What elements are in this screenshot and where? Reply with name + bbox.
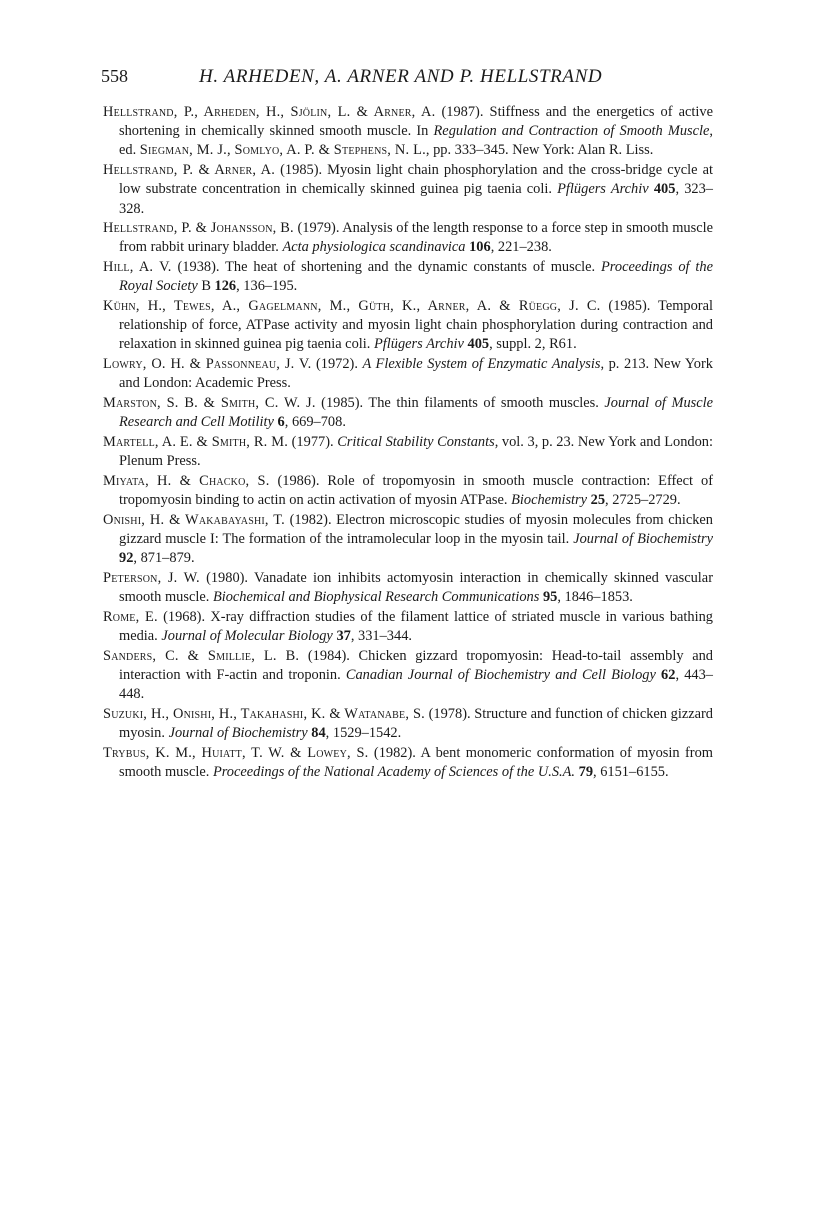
reference-title: (1982). Electron microscopic studies of myosin molecules from chicken gizzard muscle I: The formation of the intramolecular loop in the myosin tail. — [119, 511, 713, 547]
reference-pages: , 2725–2729. — [605, 492, 681, 509]
reference-entry — [103, 219, 713, 257]
reference-entry — [103, 258, 713, 296]
reference-title: (1978). Structure and function of chicken gizzard myosin. — [119, 705, 713, 741]
reference-pages: , 1846–1853. — [557, 589, 633, 606]
reference-entry — [103, 472, 713, 510]
reference-authors: Sanders, C. & Smillie, L. B. — [103, 647, 300, 664]
reference-pages: , p. 213. New York and London: Academic Press. — [119, 356, 713, 392]
reference-source: Proceedings of the Royal Society — [119, 259, 713, 295]
reference-title: (1977). — [288, 433, 338, 450]
reference-editors: Siegman, M. J., Somlyo, A. P. & Stephens, N. L. — [139, 142, 426, 159]
reference-entry — [103, 355, 713, 393]
page-header — [101, 66, 717, 94]
reference-entry — [103, 511, 713, 569]
reference-volume: 126 — [214, 278, 237, 295]
reference-authors: Trybus, K. M., Huiatt, T. W. & Lowey, S. — [103, 744, 369, 761]
reference-authors: Martell, A. E. & Smith, R. M. — [103, 433, 289, 450]
reference-authors: Rome, E. — [103, 608, 158, 625]
reference-separator: , ed. — [119, 123, 714, 159]
reference-pages: , 331–344. — [350, 627, 412, 644]
reference-separator: B — [197, 278, 215, 295]
reference-title: (1968). X-ray diffraction studies of the filament lattice of striated muscle in various bathing media. — [119, 608, 713, 644]
reference-title: (1985). Temporal relationship of force, ATPase activity and myosin light chain phosphorylation during contraction and relaxation in skinned guinea pig taenia coli. — [119, 298, 713, 353]
reference-volume: 37 — [336, 627, 351, 644]
reference-authors: Lowry, O. H. & Passonneau, J. V. — [103, 356, 312, 373]
reference-source: Journal of Molecular Biology — [161, 627, 333, 644]
reference-source: Acta physiologica scandinavica — [282, 239, 466, 256]
reference-volume: 84 — [311, 725, 326, 741]
reference-authors: Miyata, H. & Chacko, S. — [103, 472, 270, 489]
reference-pages: , 6151–6155. — [593, 763, 669, 780]
reference-pages: , 323–328. — [119, 181, 713, 217]
page-number: 558 — [101, 66, 128, 86]
reference-authors: Hill, A. V. — [103, 259, 172, 276]
reference-volume: 95 — [542, 589, 558, 606]
reference-source: Canadian Journal of Biochemistry and Cell Biology — [345, 666, 656, 683]
reference-source: Pflügers Archiv — [373, 336, 464, 353]
reference-title: (1979). Analysis of the length response to a force step in smooth muscle from rabbit urinary bladder. — [119, 220, 713, 256]
reference-authors: Hellstrand, P. & Johansson, B. — [103, 220, 294, 237]
reference-volume: 106 — [469, 239, 491, 256]
reference-volume: 6 — [277, 414, 285, 431]
reference-entry — [103, 433, 713, 471]
reference-volume: 25 — [590, 492, 606, 509]
reference-source: Journal of Biochemistry — [573, 530, 713, 547]
reference-authors: Suzuki, H., Onishi, H., Takahashi, K. & Watanabe, S. — [103, 705, 425, 722]
reference-authors: Hellstrand, P. & Arner, A. — [103, 162, 276, 179]
reference-source: Journal of Muscle Research and Cell Motility — [119, 395, 714, 431]
reference-authors: Onishi, H. & Wakabayashi, T. — [103, 511, 285, 528]
reference-entry — [103, 608, 713, 646]
reference-source: Pflügers Archiv — [557, 181, 649, 198]
reference-authors: Peterson, J. W. — [103, 569, 200, 586]
reference-volume: 405 — [653, 181, 676, 198]
reference-title: (1985). The thin filaments of smooth muscles. — [315, 395, 605, 412]
reference-entry — [103, 161, 713, 219]
reference-pages: , 1529–1542. — [325, 725, 402, 741]
reference-title: (1972). — [311, 356, 363, 373]
reference-source: Regulation and Contraction of Smooth Muscle — [433, 123, 710, 140]
reference-authors: Kühn, H., Tewes, A., Gagelmann, M., Güth, K., Arner, A. & Rüegg, J. C. — [103, 298, 601, 315]
reference-pages: , 221–238. — [490, 239, 552, 256]
reference-volume: 62 — [661, 666, 676, 683]
reference-entry — [103, 103, 713, 161]
reference-source: Proceedings of the National Academy of Sciences of the U.S.A. — [212, 763, 576, 780]
reference-source: Biochemical and Biophysical Research Communications — [212, 589, 540, 606]
reference-pages: , suppl. 2, R61. — [489, 336, 577, 353]
reference-entry — [103, 647, 713, 705]
reference-title: (1982). A bent monomeric conformation of myosin from smooth muscle. — [119, 744, 713, 780]
reference-volume: 92 — [119, 550, 134, 567]
reference-title: (1984). Chicken gizzard tropomyosin: Head-to-tail assembly and interaction with F-actin and troponin. — [119, 647, 713, 683]
reference-pages: , 669–708. — [284, 414, 346, 431]
reference-volume: 79 — [578, 763, 594, 780]
reference-source: Critical Stability Constants — [337, 433, 495, 450]
reference-source: Journal of Biochemistry — [168, 725, 308, 741]
running-head: H. ARHEDEN, A. ARNER AND P. HELLSTRAND — [199, 66, 603, 87]
reference-entry — [103, 569, 713, 607]
reference-title: (1986). Role of tropomyosin in smooth muscle contraction: Effect of tropomyosin binding to actin on actin activation of myosin ATPase. — [119, 472, 714, 509]
reference-entry — [103, 394, 713, 432]
reference-pages: , vol. 3, p. 23. New York and London: Plenum Press. — [119, 433, 713, 470]
reference-title: (1987). Stiffness and the energetics of active shortening in chemically skinned smooth muscle. In — [119, 104, 713, 140]
reference-title: (1980). Vanadate ion inhibits actomyosin interaction in chemically skinned vascular smooth muscle. — [119, 569, 713, 606]
reference-pages: , 136–195. — [236, 278, 298, 295]
reference-authors: Marston, S. B. & Smith, C. W. J. — [103, 395, 316, 412]
reference-source: Biochemistry — [511, 492, 588, 509]
reference-title: (1985). Myosin light chain phosphorylation and the cross-bridge cycle at low substrate concentration in chemically skinned guinea pig taenia coli. — [119, 162, 714, 198]
reference-entry — [103, 705, 713, 743]
reference-pages: , 871–879. — [133, 550, 195, 567]
reference-entry — [103, 744, 713, 782]
reference-title: (1938). The heat of shortening and the dynamic constants of muscle. — [171, 259, 602, 276]
reference-volume: 405 — [467, 336, 490, 353]
reference-source: A Flexible System of Enzymatic Analysis — [362, 356, 601, 373]
reference-entry — [103, 297, 713, 355]
reference-list — [103, 103, 713, 783]
reference-pages: , pp. 333–345. New York: Alan R. Liss. — [425, 142, 654, 159]
reference-pages: , 443–448. — [119, 666, 713, 703]
reference-authors: Hellstrand, P., Arheden, H., Sjölin, L. & Arner, A. — [103, 104, 436, 120]
